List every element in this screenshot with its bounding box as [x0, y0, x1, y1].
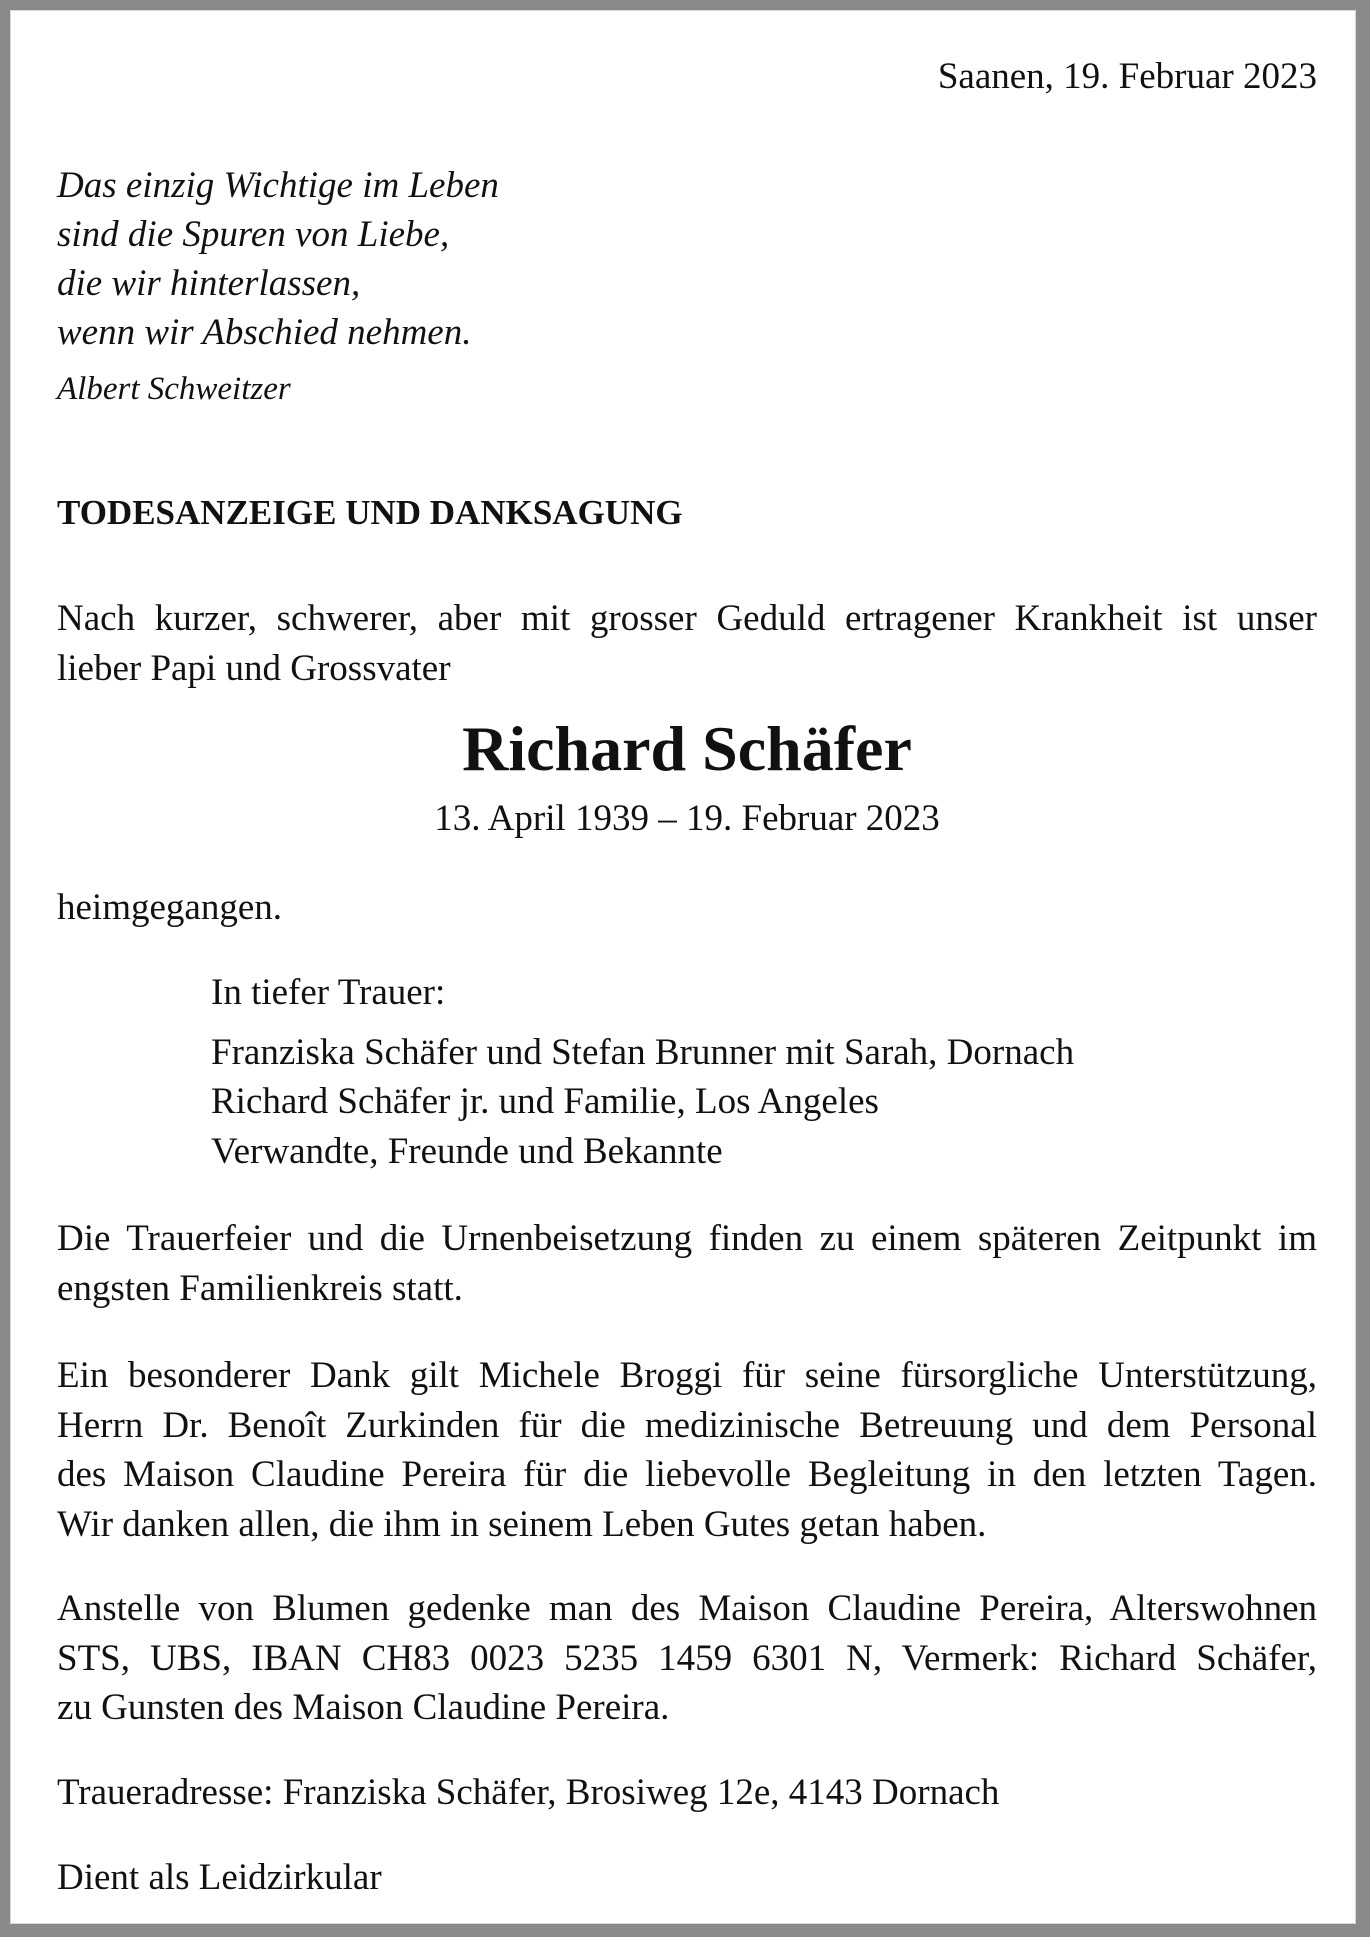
lifespan: 13. April 1939 – 19. Februar 2023 [434, 798, 940, 839]
thanks-line: Herrn Dr. Benoît Zurkinden für die medizinische Betreuung und dem Personal [57, 1404, 1317, 1446]
mourning-intro: In tiefer Trauer: [211, 972, 446, 1013]
quote [57, 161, 499, 357]
thanks-paragraph [57, 1351, 1317, 1549]
thanks-line: Wir danken allen, die ihm in seinem Leben Gutes getan haben. [57, 1503, 987, 1545]
quote-line: die wir hinterlassen, [57, 263, 361, 304]
thanks-line: Ein besonderer Dank gilt Michele Broggi für seine fürsorgliche Unterstützung, [57, 1355, 1317, 1396]
intro-line: lieber Papi und Grossvater [57, 647, 451, 689]
intro-paragraph [57, 594, 1317, 693]
date-line: Saanen, 19. Februar 2023 [937, 56, 1317, 97]
ceremony-paragraph [57, 1214, 1317, 1313]
mourner-line: Richard Schäfer jr. und Familie, Los Angeles [211, 1081, 879, 1122]
quote-line: wenn wir Abschied nehmen. [57, 312, 472, 353]
departed-text: heimgegangen. [57, 887, 282, 928]
mourner-line: Franziska Schäfer und Stefan Brunner mit Sarah, Dornach [211, 1031, 1075, 1073]
mourning-address: Traueradresse: Franziska Schäfer, Brosiweg 12e, 4143 Dornach [57, 1772, 1000, 1813]
mourners-block [211, 968, 1074, 1176]
ceremony-line: Die Trauerfeier und die Urnenbeisetzung finden zu einem späteren Zeitpunkt im [57, 1218, 1317, 1259]
mourner-line: Verwandte, Freunde und Bekannte [211, 1130, 723, 1172]
obituary-page [10, 10, 1356, 1924]
donation-line: Anstelle von Blumen gedenke man des Maison Claudine Pereira, Alterswohnen [57, 1588, 1317, 1629]
quote-line: sind die Spuren von Liebe, [57, 214, 450, 255]
donation-line: zu Gunsten des Maison Claudine Pereira. [57, 1687, 670, 1728]
circular-note: Dient als Leidzirkular [57, 1857, 382, 1898]
deceased-name: Richard Schäfer [462, 713, 912, 784]
ceremony-line: engsten Familienkreis statt. [57, 1267, 463, 1309]
donation-paragraph [57, 1584, 1317, 1733]
donation-line: STS, UBS, IBAN CH83 0023 5235 1459 6301 N, Vermerk: Richard Schäfer, [57, 1637, 1317, 1679]
notice-heading: TODESANZEIGE UND DANKSAGUNG [57, 493, 683, 532]
thanks-line: des Maison Claudine Pereira für die liebevolle Begleitung in den letzten Tagen. [57, 1454, 1317, 1495]
intro-line: Nach kurzer, schwerer, aber mit grosser Geduld ertragener Krankheit ist unser [57, 598, 1317, 639]
quote-author: Albert Schweitzer [57, 371, 291, 407]
quote-line: Das einzig Wichtige im Leben [57, 165, 499, 206]
